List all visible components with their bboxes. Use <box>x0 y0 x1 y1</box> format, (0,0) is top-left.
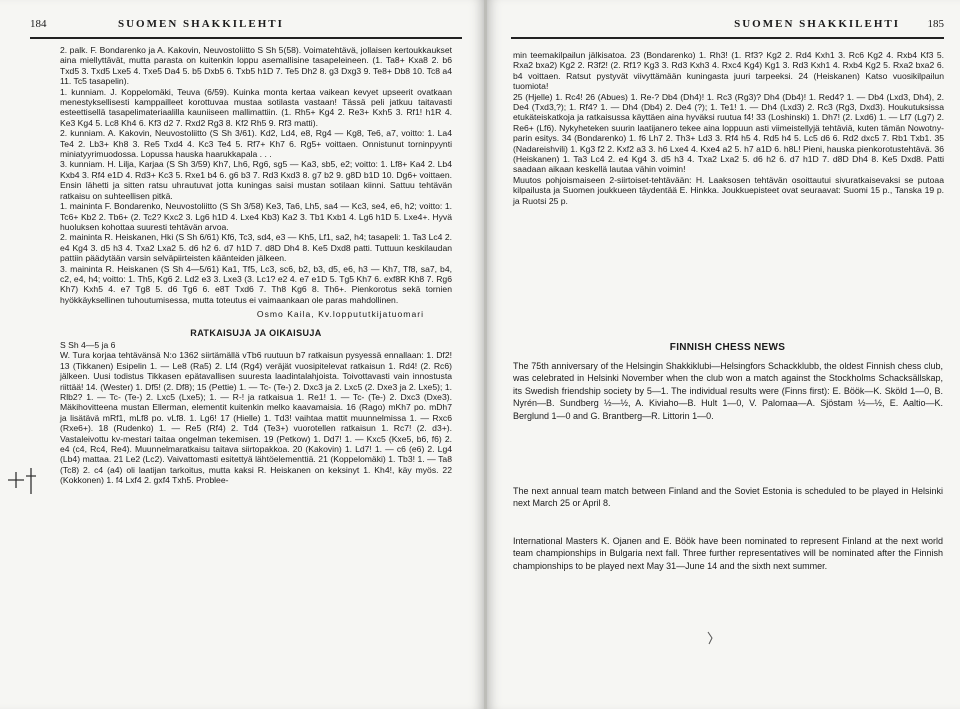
running-head-title-right: SUOMEN SHAKKILEHTI <box>734 18 900 30</box>
solutions-paragraph: W. Tura korjaa tehtävänsä N:o 1362 siirtämällä vTb6 ruutuun b7 ratkaisun pysyessä ennallaan: 1. Df2! 13 (Tikkanen) Esipelin 1. — Le8 (Ra5) 2. Lf4 (Rg4) veräjät vuosipitelevat ratkaisun 1. Rd4! (2. Rc6) jälkeen. Uusi todistus Tikkasen epätavallisen suuresta laadintalahjoista. Toivottavasti vain innostusta riittää! 14. (Wester) 1. Df5! (2. Df8); 15 (Pettie) 1. — Tc- (Te-) 2. Dxc3 ja 2. Lxc5 (2. Dxe3 ja 2. Lxe5); 1. Rlb2? 1. — Tc- (Te-) 2. Lxc5 (Lxe5); 1. — R-! ja ratkaisua 1. Re1! 1. — Tc- (Te-) 2. Dxc3 (Dxe3). Mäkihovitteena mustan Ellerman, elementit kuitenkin melko kaavamaisia. 16 (Rago) mKh7 po. mDh7 ja lisätävä mRf1, mLf8 po. vLf8. 1. Lg6! 17 (Hielle) 1. Td3! vaihtaa mattit muunnelmissa 1. — Rxc6 (Rxe6+). 18 (Rudenko) 1. — Re5 (Rf4) 2. Td4 (Te3+) vuorotellen ratkaisun 1. Rc7! (2. d3+). Vastaleivottu kv-mestari taitaa ongelman tekemisen. 19 (Petkow) 1. Dd7! 1. — Kxc5 (Kxe5, b6, f6) 2. e4 (c4, Rc4, Re4). Muunnelmaratkaisu taitava siirtopakkoa. 20 (Kakovin) 1. Ld7! 1. — c6 (e6) 2. Lg4 (Lb4) mattaa. 21 Le2 (Lc2). Vaivattomasti esitettyä lähtöelementtiä. 21 (Koppelomäki) 1. Tb3! 1. — Ta8 (Tc8) 2. c4 (a4) oli laatijan tarkoitus, mutta kaksi R. Heiskanen on keksinyt 1. Kh4!, käy myös. 22 (Kokkonen) 1. f4 Lxf4 2. gxf4 Txh5. Problee- <box>60 350 452 486</box>
left-column <box>60 45 452 486</box>
page-number-left: 184 <box>30 18 47 30</box>
running-head-right <box>511 18 944 34</box>
running-head-title-left: SUOMEN SHAKKILEHTI <box>118 18 284 30</box>
award-paragraph: 2. kunniam. A. Kakovin, Neuvostoliitto (S Sh 3/61). Kd2, Ld4, e8, Rg4 — Kg8, Te6, a7, voitto: 1. La4 Te4 2. Lb3+ Kh8 3. Re5 Txd4 4. Kc3 Te4 5. Rf7+ Kh7 6. Rg5+ voittaen. Onnistunut torninpyynti miniatyyrimuodossa. Lopussa hauska haarukkapala . . . <box>60 128 452 160</box>
award-paragraph: 2. palk. F. Bondarenko ja A. Kakovin, Neuvostoliitto S Sh 5(58). Voimatehtävä, jollaisen kertoukkaukset aina miellyttävät, mutta parasta on kuitenkin loppu asemallisine tasapeleineen. (1. Ta8+ Kxa8 2. b6 Txd5 3. Txd5 Lxe5 4. Txe5 Da4 5. b5 Dxb5 6. Txb5 h1D 7. Te5 Dh2 8. g3 Dxg3 9. Te8+ Db8 10. Tc8 a4 11. Tc5 tasapelin). <box>60 45 452 87</box>
pencil-mark-icon <box>702 628 722 648</box>
header-rule-left <box>30 37 462 39</box>
english-news-paragraph: The next annual team match between Finland and the Soviet Estonia is scheduled to be played in Helsinki next March 25 or April 8. <box>513 486 943 509</box>
award-paragraph: 3. maininta R. Heiskanen (S Sh 4—5/61) Ka1, Tf5, Lc3, sc6, b2, b3, d5, e6, h3 — Kh7, Tf8, sa7, b4, c2, e4, h4; voitto: 1. Th5, Kg6 2. Ld2 e3 3. Lxe3 (3. Lc1? e2 4. e7 e1D 5. Tg5 Kh7 6. exf8R Kh8 7. Rg6 Kh7) Kxh5 4. e7 Tg8 5. d6 Tg6 6. e8T Txd6 7. Th8 Kg6 8. Th6+. Pienkorotus sekä tornien hyökkäyksellinen tuhoutumisessa, mutta toteutus ei vaimaankaan ole paras mahdollinen. <box>60 263 452 305</box>
judge-signature: Osmo Kaila, Kv.loppututkijatuomari <box>256 309 424 320</box>
english-news-paragraph: International Masters K. Ojanen and E. Böök have been nominated to represent Finland at the next world team championships in Bulgaria next fall. Three further representatives will be nominated after the Finnish championships to be played next May 31—June 14 and the sixth next summer. <box>513 536 943 571</box>
english-news-paragraph: The 75th anniversary of the Helsingin Shakkiklubi—Helsingfors Schackklubb, the oldest Finnish chess club, was celebrated in Helsinki November when the club won a match against the Stockholms Schacksällskap, its Swedish friendship society by 5—1. The individual results were (Finns first): E. Böök—K. Sköld 1—0, B. Nyrén—B. Sundberg ½—½, A. Kiviaho—B. Hult 1—0, V. Palomaa—A. Sjöstam ½—½, E. Aaltio—K. Berglund 1—0 and G. Brantberg—R. Littorin 1—0. <box>513 361 943 421</box>
stamp-date: S Sh 4—5 ja 6 <box>60 339 116 350</box>
award-paragraph: 3. kunniam. H. Lilja, Karjaa (S Sh 3/59) Kh7, Lh6, Rg6, sg5 — Ka3, sb5, e2; voitto: 1. Lf8+ Ka4 2. Lb4 Kxb4 3. Rf4 e1D 4. Rd3+ Kc3 5. Rxe1 b4 6. g6 b3 7. Rd3 Kxd3 8. g7 b2 9. g8D b1D 10. Dg6+ voittaen. Ensin lähetti ja sitten ratsu uhrautuvat jotta kuningas saisi mustan sotilaan kiinni. Sattuu tehtävän ratkaisu on suhteellisen pitkä. <box>60 159 452 201</box>
award-paragraph: 2. maininta R. Heiskanen, Hki (S Sh 6/61) Kf6, Tc3, sd4, e3 — Kh5, Lf1, sa2, h4; tasapeli: 1. Ta3 Lc4 2. e4 Kg4 3. d5 h3 4. Txa2 Lxa2 5. d6 h2 6. d7 h1D 7. d8D Dh4 8. Ke5 Dxd8 patti. Tuttuun keskilaudan pattiin päädytään varsin selväpiirteisten käänteiden jälkeen. <box>60 232 452 264</box>
solutions-paragraph: 25 (Hjelle) 1. Rc4! 26 (Abues) 1. Re-? Db4 (Dh4)! 1. Rc3 (Rg3)? Dh4 (Db4)! 1. Red4? 1. — Db4 (Lxd3, Dh4), 2. De4 (Txd3,?); 1. Rf4? 1. — Dh4 (Db4) 2. De4 (?); 1. Te1! 1. — Dh4 (Lxd3) 2. Rc3 (Rg3, Dxd3). Houkutuksissa etukäteiskatkoja ja ratkaisussa käyttäen aina hyväksi ruutua f4! 33 (Loshinski) 1. Dh7! (2. Lxd6) 1. — Lf7 (Lg7) 2. Re6+ (Lf6). Nykyheteken suurin laatijanero tekee aina loppuun asti viimeistellyjä tehtäviä, kuten tämän Nowotny-parin esitys. 34 (Bondarenko) 1. f6 Lh7 2. Th3+ Ld3 3. Rf4 h5 4. Rd5 h4 5. Lc5 d6 6. Rd2 dxc5 7. Rb1 Txb1. 35 (Nadareishvili) 1. Kg3 f2 2. Kxf2 a3 3. h6 Lxe4 4. Kxe4 a2 5. h7 a1D 6. h8L! Pieni, hauska pienkorotustehtävä. 36 (Heiskanen) 1. Ta3 Lc4 2. e4 Kg4 3. d5 h3 4. Txa2 Lxa2 5. d6 h2 6. d7 h1D 7. d8D Dh4 8. Ke5 Dxd8. Patti saadaan aikaan keskellä lautaa vähin voimin! <box>513 91 944 175</box>
right-page <box>487 0 960 709</box>
english-news-heading: FINNISH CHESS NEWS <box>669 342 786 353</box>
news-paragraph: Muutos pohjoismaiseen 2-siirtoiset-tehtävään: H. Laaksosen tehtävän osoittautui sivuratkaisevaksi se putoaa kilpailusta ja Suomen joukkueen täydentää E. Hinkka. Joukkuepisteet ovat seuraavat: Suomi 15 p., Tanska 19 p. ja Ruotsi 25 p. <box>513 174 944 206</box>
page-number-right: 185 <box>927 18 944 30</box>
section-heading-solutions: RATKAISUJA JA OIKAISUJA <box>190 327 322 338</box>
running-head-left <box>30 18 462 34</box>
award-paragraph: 1. kunniam. J. Koppelomäki, Teuva (6/59). Kuinka monta kertaa vaikean kevyet upseerit ovatkaan menestyksellisesti kamppailleet korottuvaa mustaa sotilasta vastaan! Tässä peli jatkuu taitavasti esteettisellä tasapelimateriaalilla kauniiseen mallimattiin. (1. Rh5+ Kg4 2. Re3+ Kxh5 3. Rf1! h1R 4. Ke3 Kg4 5. Lc8 Kh4 6. Kf3 d2 7. Rxd2 Rg3 8. Kf2 Rh5 9. Rf3 matti). <box>60 86 452 128</box>
header-rule-right <box>511 37 944 39</box>
award-paragraph: 1. maininta F. Bondarenko, Neuvostoliitto (S Sh 3/58) Ke3, Ta6, Lh5, sa4 — Kc3, se4, e6, h2; voitto: 1. Tc6+ Kb2 2. Tb6+ (2. Tc2? Kxc2 3. Lg6 h1D 4. Lxe4 Kb3) Ka2 3. Tb1 Kxb1 4. Lg6 h1D 5. Lxe4+. Hyvä huoluksen kohottaa suuresti tehtävän arvoa. <box>60 201 452 232</box>
solutions-paragraph: min teemakilpailun jälkisatoa. 23 (Bondarenko) 1. Rh3! (1. Rf3? Kg2 2. Rd4 Kxh1 3. Rc6 Kg2 4. Rxb4 Kf3 5. Rxa2 bxa2) Kg2 2. R3f2! (2. Rf1? Kg3 3. Rd3 Kxh3 4. Rxc4 Kg4) Kg1 3. Rd3 Kxh1 4. Rxb4 Kg2 5. Rxa2 bxa2 6. b4 voittaen. Ratsut pystyvät viivyttämään kuningasta juuri tarpeeksi. 24 (Heiskanen) Katso vuosikilpailun tuomiota! <box>513 50 944 92</box>
handwritten-mark-icon <box>4 458 54 498</box>
right-column <box>513 50 944 206</box>
